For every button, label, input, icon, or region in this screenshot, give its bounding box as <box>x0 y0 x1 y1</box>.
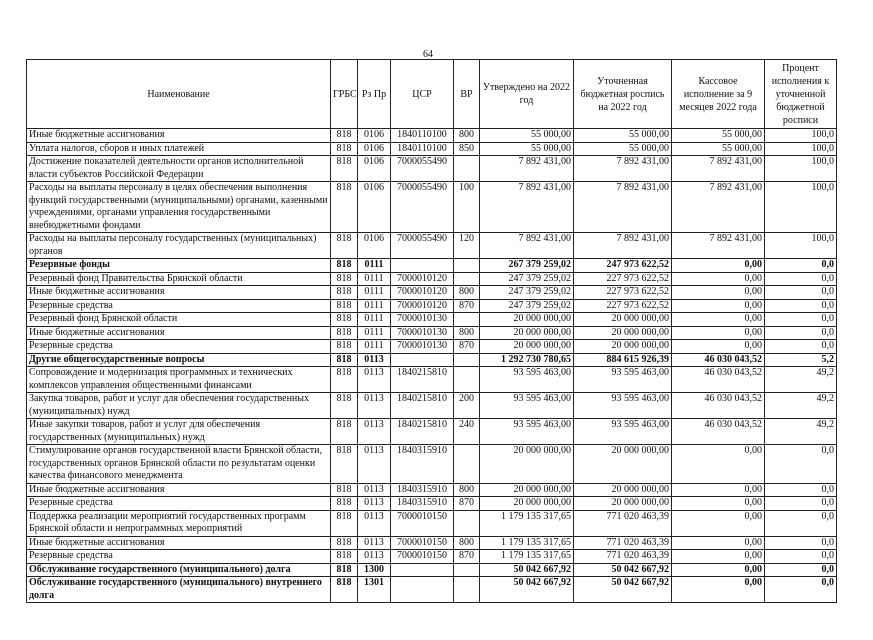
cell-csr <box>391 259 454 273</box>
cell-name: Резервные фонды <box>27 259 331 273</box>
cell-vr: 870 <box>454 299 480 313</box>
cell-approved: 55 000,00 <box>480 142 574 156</box>
cell-grbs: 818 <box>331 536 358 550</box>
cell-name: Расходы на выплаты персоналу в целях обеспечения выполнения функций государственными (муниципальными) органами, казенными учреждениями, органами управления государственными внебюджетными фондами <box>27 182 331 233</box>
cell-grbs: 818 <box>331 259 358 273</box>
cell-grbs: 818 <box>331 577 358 603</box>
cell-refined: 7 892 431,00 <box>574 233 672 259</box>
cell-vr <box>454 367 480 393</box>
cell-name: Резервный фонд Правительства Брянской области <box>27 272 331 286</box>
cell-csr: 7000010150 <box>391 510 454 536</box>
cell-refined: 93 595 463,00 <box>574 419 672 445</box>
cell-approved: 20 000 000,00 <box>480 483 574 497</box>
cell-percent: 5,2 <box>765 353 837 367</box>
table-row <box>27 272 837 286</box>
cell-approved: 1 179 135 317,65 <box>480 550 574 564</box>
cell-refined: 227 973 622,52 <box>574 272 672 286</box>
cell-percent: 100,0 <box>765 142 837 156</box>
cell-cash: 0,00 <box>672 550 765 564</box>
cell-cash: 46 030 043,52 <box>672 353 765 367</box>
header-rzpr: Рз Пр <box>358 60 391 129</box>
cell-rzpr: 0106 <box>358 182 391 233</box>
cell-approved: 50 042 667,92 <box>480 563 574 577</box>
table-row <box>27 299 837 313</box>
budget-table <box>26 59 837 603</box>
cell-name: Расходы на выплаты персоналу государственных (муниципальных) органов <box>27 233 331 259</box>
cell-csr: 1840315910 <box>391 483 454 497</box>
table-row <box>27 483 837 497</box>
table-row <box>27 233 837 259</box>
cell-rzpr: 0111 <box>358 313 391 327</box>
cell-refined: 20 000 000,00 <box>574 483 672 497</box>
table-row <box>27 353 837 367</box>
cell-cash: 0,00 <box>672 259 765 273</box>
cell-vr <box>454 259 480 273</box>
cell-grbs: 818 <box>331 272 358 286</box>
cell-percent: 0,0 <box>765 326 837 340</box>
cell-cash: 0,00 <box>672 497 765 511</box>
cell-name: Поддержка реализации мероприятий государственных программ Брянской области и непрограммных мероприятий <box>27 510 331 536</box>
cell-name: Резервные средства <box>27 497 331 511</box>
cell-approved: 1 179 135 317,65 <box>480 536 574 550</box>
cell-cash: 46 030 043,52 <box>672 393 765 419</box>
cell-vr: 850 <box>454 142 480 156</box>
cell-percent: 0,0 <box>765 299 837 313</box>
table-row <box>27 419 837 445</box>
cell-name: Сопровождение и модернизация программных и технических комплексов управления общественными финансами <box>27 367 331 393</box>
cell-csr: 1840110100 <box>391 129 454 143</box>
cell-rzpr: 1301 <box>358 577 391 603</box>
cell-grbs: 818 <box>331 142 358 156</box>
cell-grbs: 818 <box>331 233 358 259</box>
cell-cash: 0,00 <box>672 272 765 286</box>
cell-vr <box>454 272 480 286</box>
cell-grbs: 818 <box>331 340 358 354</box>
cell-rzpr: 0113 <box>358 483 391 497</box>
cell-approved: 20 000 000,00 <box>480 497 574 511</box>
cell-approved: 55 000,00 <box>480 129 574 143</box>
cell-name: Резервные средства <box>27 550 331 564</box>
cell-name: Иные бюджетные ассигнования <box>27 326 331 340</box>
cell-percent: 0,0 <box>765 563 837 577</box>
cell-approved: 247 379 259,02 <box>480 286 574 300</box>
cell-approved: 247 379 259,02 <box>480 299 574 313</box>
cell-name: Обслуживание государственного (муниципального) долга <box>27 563 331 577</box>
cell-csr: 1840315910 <box>391 497 454 511</box>
cell-cash: 0,00 <box>672 340 765 354</box>
cell-rzpr: 0113 <box>358 445 391 484</box>
cell-name: Достижение показателей деятельности органов исполнительной власти субъектов Российской Федерации <box>27 156 331 182</box>
cell-rzpr: 0106 <box>358 156 391 182</box>
cell-approved: 7 892 431,00 <box>480 156 574 182</box>
cell-rzpr: 0111 <box>358 259 391 273</box>
cell-refined: 247 973 622,52 <box>574 259 672 273</box>
table-row <box>27 286 837 300</box>
cell-percent: 100,0 <box>765 156 837 182</box>
table-row <box>27 259 837 273</box>
cell-refined: 20 000 000,00 <box>574 340 672 354</box>
cell-rzpr: 0113 <box>358 497 391 511</box>
cell-refined: 55 000,00 <box>574 142 672 156</box>
cell-percent: 0,0 <box>765 313 837 327</box>
cell-grbs: 818 <box>331 129 358 143</box>
cell-refined: 20 000 000,00 <box>574 445 672 484</box>
cell-cash: 0,00 <box>672 577 765 603</box>
cell-percent: 0,0 <box>765 536 837 550</box>
cell-vr: 800 <box>454 286 480 300</box>
cell-grbs: 818 <box>331 510 358 536</box>
table-row <box>27 182 837 233</box>
cell-cash: 0,00 <box>672 313 765 327</box>
cell-refined: 50 042 667,92 <box>574 577 672 603</box>
cell-vr: 870 <box>454 497 480 511</box>
cell-refined: 20 000 000,00 <box>574 313 672 327</box>
cell-csr: 7000010150 <box>391 536 454 550</box>
cell-percent: 0,0 <box>765 445 837 484</box>
cell-csr: 7000010120 <box>391 272 454 286</box>
cell-approved: 20 000 000,00 <box>480 326 574 340</box>
cell-percent: 49,2 <box>765 367 837 393</box>
cell-percent: 100,0 <box>765 233 837 259</box>
cell-rzpr: 1300 <box>358 563 391 577</box>
cell-approved: 93 595 463,00 <box>480 393 574 419</box>
cell-percent: 0,0 <box>765 550 837 564</box>
cell-approved: 20 000 000,00 <box>480 445 574 484</box>
cell-refined: 93 595 463,00 <box>574 367 672 393</box>
page-number: 64 <box>423 49 433 60</box>
cell-cash: 0,00 <box>672 510 765 536</box>
cell-approved: 7 892 431,00 <box>480 233 574 259</box>
cell-cash: 7 892 431,00 <box>672 233 765 259</box>
cell-rzpr: 0106 <box>358 142 391 156</box>
cell-grbs: 818 <box>331 550 358 564</box>
cell-grbs: 818 <box>331 299 358 313</box>
cell-percent: 0,0 <box>765 483 837 497</box>
table-row <box>27 445 837 484</box>
cell-csr <box>391 577 454 603</box>
cell-vr <box>454 353 480 367</box>
header-row <box>27 60 837 129</box>
table-row <box>27 129 837 143</box>
cell-grbs: 818 <box>331 182 358 233</box>
cell-percent: 0,0 <box>765 286 837 300</box>
cell-name: Закупка товаров, работ и услуг для обеспечения государственных (муниципальных) нужд <box>27 393 331 419</box>
cell-csr: 7000010130 <box>391 326 454 340</box>
cell-cash: 0,00 <box>672 326 765 340</box>
cell-vr: 800 <box>454 129 480 143</box>
cell-name: Резервные средства <box>27 340 331 354</box>
table-row <box>27 563 837 577</box>
cell-percent: 100,0 <box>765 182 837 233</box>
cell-approved: 20 000 000,00 <box>480 313 574 327</box>
cell-refined: 20 000 000,00 <box>574 326 672 340</box>
header-approved: Утверждено на 2022 год <box>480 60 574 129</box>
cell-csr: 7000055490 <box>391 233 454 259</box>
table-row <box>27 577 837 603</box>
cell-rzpr: 0111 <box>358 299 391 313</box>
cell-csr: 1840215810 <box>391 367 454 393</box>
cell-vr <box>454 577 480 603</box>
cell-name: Иные бюджетные ассигнования <box>27 536 331 550</box>
cell-csr: 1840315910 <box>391 445 454 484</box>
cell-percent: 0,0 <box>765 497 837 511</box>
cell-csr: 1840215810 <box>391 393 454 419</box>
cell-vr <box>454 156 480 182</box>
cell-csr <box>391 353 454 367</box>
cell-name: Обслуживание государственного (муниципального) внутреннего долга <box>27 577 331 603</box>
cell-refined: 50 042 667,92 <box>574 563 672 577</box>
cell-cash: 55 000,00 <box>672 142 765 156</box>
cell-name: Иные бюджетные ассигнования <box>27 286 331 300</box>
cell-approved: 1 179 135 317,65 <box>480 510 574 536</box>
table-row <box>27 536 837 550</box>
cell-grbs: 818 <box>331 483 358 497</box>
cell-grbs: 818 <box>331 497 358 511</box>
cell-rzpr: 0113 <box>358 353 391 367</box>
table-row <box>27 156 837 182</box>
cell-name: Другие общегосударственные вопросы <box>27 353 331 367</box>
cell-cash: 7 892 431,00 <box>672 182 765 233</box>
cell-csr: 7000055490 <box>391 182 454 233</box>
cell-grbs: 818 <box>331 286 358 300</box>
header-grbs: ГРБС <box>331 60 358 129</box>
header-cash: Кассовое исполнение за 9 месяцев 2022 года <box>672 60 765 129</box>
cell-cash: 7 892 431,00 <box>672 156 765 182</box>
cell-approved: 93 595 463,00 <box>480 419 574 445</box>
cell-rzpr: 0113 <box>358 550 391 564</box>
cell-refined: 884 615 926,39 <box>574 353 672 367</box>
cell-rzpr: 0106 <box>358 129 391 143</box>
cell-cash: 0,00 <box>672 483 765 497</box>
cell-name: Стимулирование органов государственной власти Брянской области, государственных органов Брянской области по результатам оценки качества финансового менеджмента <box>27 445 331 484</box>
table-row <box>27 550 837 564</box>
cell-vr: 100 <box>454 182 480 233</box>
cell-grbs: 818 <box>331 326 358 340</box>
cell-grbs: 818 <box>331 313 358 327</box>
cell-cash: 0,00 <box>672 536 765 550</box>
cell-refined: 7 892 431,00 <box>574 156 672 182</box>
header-refined: Уточненная бюджетная роспись на 2022 год <box>574 60 672 129</box>
table-row <box>27 142 837 156</box>
cell-approved: 93 595 463,00 <box>480 367 574 393</box>
cell-percent: 0,0 <box>765 259 837 273</box>
cell-vr: 870 <box>454 550 480 564</box>
cell-percent: 49,2 <box>765 393 837 419</box>
cell-percent: 0,0 <box>765 272 837 286</box>
cell-percent: 0,0 <box>765 577 837 603</box>
cell-rzpr: 0111 <box>358 326 391 340</box>
cell-vr: 120 <box>454 233 480 259</box>
cell-cash: 46 030 043,52 <box>672 367 765 393</box>
cell-name: Иные бюджетные ассигнования <box>27 129 331 143</box>
cell-rzpr: 0111 <box>358 340 391 354</box>
cell-refined: 20 000 000,00 <box>574 497 672 511</box>
cell-grbs: 818 <box>331 353 358 367</box>
cell-rzpr: 0113 <box>358 510 391 536</box>
cell-percent: 0,0 <box>765 340 837 354</box>
cell-vr: 870 <box>454 340 480 354</box>
cell-vr <box>454 313 480 327</box>
cell-name: Иные бюджетные ассигнования <box>27 483 331 497</box>
cell-refined: 93 595 463,00 <box>574 393 672 419</box>
table-row <box>27 510 837 536</box>
cell-refined: 7 892 431,00 <box>574 182 672 233</box>
cell-approved: 267 379 259,02 <box>480 259 574 273</box>
cell-rzpr: 0111 <box>358 272 391 286</box>
cell-rzpr: 0113 <box>358 367 391 393</box>
table-row <box>27 367 837 393</box>
cell-cash: 0,00 <box>672 563 765 577</box>
cell-approved: 20 000 000,00 <box>480 340 574 354</box>
cell-csr: 7000055490 <box>391 156 454 182</box>
cell-name: Резервный фонд Брянской области <box>27 313 331 327</box>
header-csr: ЦСР <box>391 60 454 129</box>
header-name: Наименование <box>27 60 331 129</box>
cell-approved: 1 292 730 780,65 <box>480 353 574 367</box>
cell-csr: 7000010150 <box>391 550 454 564</box>
cell-csr: 7000010130 <box>391 340 454 354</box>
cell-cash: 46 030 043,52 <box>672 419 765 445</box>
cell-grbs: 818 <box>331 445 358 484</box>
cell-csr <box>391 563 454 577</box>
cell-vr: 800 <box>454 536 480 550</box>
cell-rzpr: 0111 <box>358 286 391 300</box>
cell-refined: 771 020 463,39 <box>574 510 672 536</box>
cell-vr: 800 <box>454 326 480 340</box>
table-row <box>27 393 837 419</box>
cell-cash: 0,00 <box>672 286 765 300</box>
cell-cash: 0,00 <box>672 445 765 484</box>
cell-percent: 49,2 <box>765 419 837 445</box>
table-row <box>27 313 837 327</box>
cell-name: Резервные средства <box>27 299 331 313</box>
cell-refined: 55 000,00 <box>574 129 672 143</box>
cell-csr: 1840215810 <box>391 419 454 445</box>
cell-csr: 1840110100 <box>391 142 454 156</box>
cell-grbs: 818 <box>331 156 358 182</box>
cell-vr <box>454 445 480 484</box>
table-row <box>27 497 837 511</box>
cell-grbs: 818 <box>331 563 358 577</box>
cell-approved: 247 379 259,02 <box>480 272 574 286</box>
header-vr: ВР <box>454 60 480 129</box>
table-row <box>27 326 837 340</box>
cell-cash: 0,00 <box>672 299 765 313</box>
cell-rzpr: 0113 <box>358 536 391 550</box>
cell-vr <box>454 563 480 577</box>
cell-rzpr: 0113 <box>358 419 391 445</box>
cell-approved: 50 042 667,92 <box>480 577 574 603</box>
cell-csr: 7000010120 <box>391 299 454 313</box>
cell-csr: 7000010130 <box>391 313 454 327</box>
cell-csr: 7000010120 <box>391 286 454 300</box>
cell-grbs: 818 <box>331 419 358 445</box>
cell-vr: 240 <box>454 419 480 445</box>
cell-vr <box>454 510 480 536</box>
cell-vr: 800 <box>454 483 480 497</box>
cell-grbs: 818 <box>331 367 358 393</box>
cell-percent: 100,0 <box>765 129 837 143</box>
cell-name: Иные закупки товаров, работ и услуг для обеспечения государственных (муниципальных) нужд <box>27 419 331 445</box>
cell-grbs: 818 <box>331 393 358 419</box>
cell-rzpr: 0113 <box>358 393 391 419</box>
cell-refined: 227 973 622,52 <box>574 299 672 313</box>
header-percent: Процент исполнения к уточненной бюджетной росписи <box>765 60 837 129</box>
cell-vr: 200 <box>454 393 480 419</box>
cell-name: Уплата налогов, сборов и иных платежей <box>27 142 331 156</box>
cell-refined: 771 020 463,39 <box>574 536 672 550</box>
cell-rzpr: 0106 <box>358 233 391 259</box>
table-row <box>27 340 837 354</box>
cell-refined: 227 973 622,52 <box>574 286 672 300</box>
cell-percent: 0,0 <box>765 510 837 536</box>
cell-cash: 55 000,00 <box>672 129 765 143</box>
cell-refined: 771 020 463,39 <box>574 550 672 564</box>
cell-approved: 7 892 431,00 <box>480 182 574 233</box>
